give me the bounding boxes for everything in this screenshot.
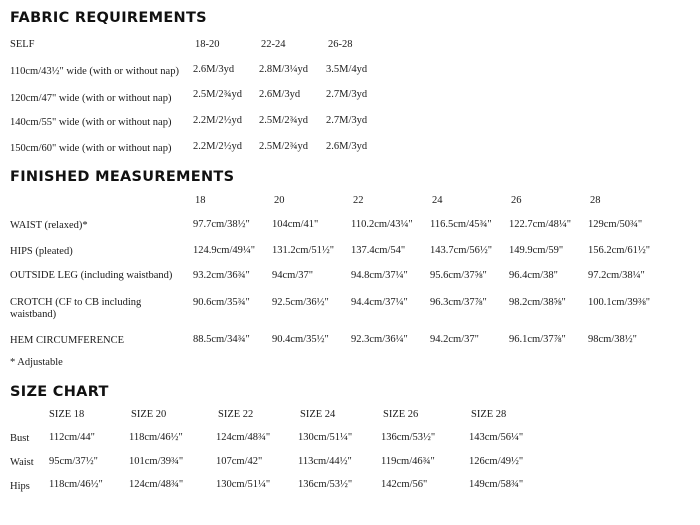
fabric-cell: 2.6M/3yd	[193, 64, 235, 75]
size-chart-cell: 130cm/51¼"	[298, 432, 353, 443]
finished-cell: 92.5cm/36½"	[272, 297, 329, 308]
finished-cell: 110.2cm/43¼"	[351, 219, 413, 230]
size-chart-cell: 95cm/37½"	[49, 456, 98, 467]
size-chart-cell: 118cm/46½"	[129, 432, 183, 443]
fabric-row-label: 120cm/47" wide (with or without nap)	[10, 93, 172, 104]
fabric-row-label: 110cm/43½" wide (with or without nap)	[10, 66, 179, 77]
finished-cell: 96.3cm/37⅞"	[430, 297, 487, 308]
fabric-cell: 2.5M/2¾yd	[259, 115, 309, 126]
finished-cell: 98.2cm/38⅝"	[509, 297, 566, 308]
finished-cell: 92.3cm/36¼"	[351, 334, 408, 345]
size-chart-cell: 107cm/42"	[216, 456, 263, 467]
finished-cell: 116.5cm/45¾"	[430, 219, 492, 230]
size-chart-cell: 130cm/51¼"	[216, 479, 271, 490]
finished-header-size: 28	[590, 195, 601, 206]
fabric-requirements-heading: FABRIC REQUIREMENTS	[10, 10, 207, 26]
fabric-cell: 2.7M/3yd	[326, 89, 368, 100]
size-chart-cell: 143cm/56¼"	[469, 432, 524, 443]
finished-cell: 143.7cm/56½"	[430, 245, 493, 256]
finished-cell: 95.6cm/37⅝"	[430, 270, 487, 281]
finished-cell: 94.4cm/37¼"	[351, 297, 408, 308]
fabric-header-size: 18-20	[195, 39, 220, 50]
finished-row-label: CROTCH (CF to CB including waistband)	[10, 297, 142, 320]
fabric-header-size: 26-28	[328, 39, 353, 50]
finished-cell: 94.8cm/37¼"	[351, 270, 408, 281]
fabric-header-size: 22-24	[261, 39, 286, 50]
finished-row-label: WAIST (relaxed)*	[10, 220, 88, 231]
finished-cell: 97.2cm/38¼"	[588, 270, 645, 281]
size-chart-cell: 124cm/48¾"	[129, 479, 184, 490]
finished-header-size: 18	[195, 195, 206, 206]
size-chart-cell: 101cm/39¾"	[129, 456, 184, 467]
size-chart-cell: 149cm/58¾"	[469, 479, 524, 490]
size-chart-cell: 119cm/46¾"	[381, 456, 435, 467]
size-chart-header: SIZE 26	[383, 409, 419, 420]
finished-row-label: OUTSIDE LEG (including waistband)	[10, 270, 173, 281]
size-chart-cell: 136cm/53½"	[298, 479, 353, 490]
fabric-cell: 2.8M/3¼yd	[259, 64, 309, 75]
size-chart-header: SIZE 24	[300, 409, 336, 420]
fabric-row-label: 140cm/55" wide (with or without nap)	[10, 117, 172, 128]
finished-cell: 122.7cm/48¼"	[509, 219, 572, 230]
size-chart-row-label: Bust	[10, 433, 30, 444]
finished-cell: 98cm/38½"	[588, 334, 637, 345]
fabric-cell: 2.6M/3yd	[326, 141, 368, 152]
finished-cell: 131.2cm/51½"	[272, 245, 335, 256]
finished-header-size: 26	[511, 195, 522, 206]
finished-header-size: 20	[274, 195, 285, 206]
fabric-cell: 3.5M/4yd	[326, 64, 368, 75]
finished-cell: 156.2cm/61½"	[588, 245, 651, 256]
size-chart-cell: 118cm/46½"	[49, 479, 103, 490]
size-chart-header: SIZE 28	[471, 409, 507, 420]
finished-cell: 97.7cm/38½"	[193, 219, 250, 230]
finished-cell: 104cm/41"	[272, 219, 319, 230]
finished-cell: 90.6cm/35¾"	[193, 297, 250, 308]
size-chart-cell: 142cm/56"	[381, 479, 428, 490]
finished-cell: 149.9cm/59"	[509, 245, 564, 256]
size-chart-header: SIZE 18	[49, 409, 85, 420]
size-chart-cell: 136cm/53½"	[381, 432, 436, 443]
fabric-header-self: SELF	[10, 39, 35, 50]
finished-cell: 94.2cm/37"	[430, 334, 479, 345]
size-chart-cell: 126cm/49½"	[469, 456, 524, 467]
size-chart-row-label: Waist	[10, 457, 34, 468]
fabric-cell: 2.5M/2¾yd	[259, 141, 309, 152]
finished-header-size: 24	[432, 195, 443, 206]
finished-header-size: 22	[353, 195, 364, 206]
size-chart-cell: 113cm/44½"	[298, 456, 352, 467]
finished-cell: 100.1cm/39⅜"	[588, 297, 651, 308]
fabric-row-label: 150cm/60" wide (with or without nap)	[10, 143, 172, 154]
size-chart-cell: 124cm/48¾"	[216, 432, 271, 443]
size-chart-row-label: Hips	[10, 481, 30, 492]
finished-row-label: HIPS (pleated)	[10, 246, 73, 257]
finished-cell: 93.2cm/36¾"	[193, 270, 250, 281]
finished-cell: 129cm/50¾"	[588, 219, 643, 230]
fabric-cell: 2.6M/3yd	[259, 89, 301, 100]
size-chart-heading: SIZE CHART	[10, 384, 109, 400]
finished-cell: 137.4cm/54"	[351, 245, 406, 256]
fabric-cell: 2.5M/2¾yd	[193, 89, 243, 100]
finished-cell: 94cm/37"	[272, 270, 314, 281]
adjustable-footnote: * Adjustable	[10, 357, 63, 368]
fabric-cell: 2.2M/2½yd	[193, 115, 243, 126]
size-chart-cell: 112cm/44"	[49, 432, 95, 443]
fabric-cell: 2.7M/3yd	[326, 115, 368, 126]
finished-row-label: HEM CIRCUMFERENCE	[10, 335, 125, 346]
size-chart-header: SIZE 20	[131, 409, 167, 420]
size-chart-header: SIZE 22	[218, 409, 254, 420]
finished-cell: 88.5cm/34¾"	[193, 334, 250, 345]
finished-cell: 96.1cm/37⅞"	[509, 334, 566, 345]
finished-cell: 124.9cm/49¼"	[193, 245, 256, 256]
finished-cell: 90.4cm/35½"	[272, 334, 329, 345]
finished-measurements-heading: FINISHED MEASUREMENTS	[10, 169, 235, 185]
fabric-cell: 2.2M/2½yd	[193, 141, 243, 152]
finished-cell: 96.4cm/38"	[509, 270, 558, 281]
